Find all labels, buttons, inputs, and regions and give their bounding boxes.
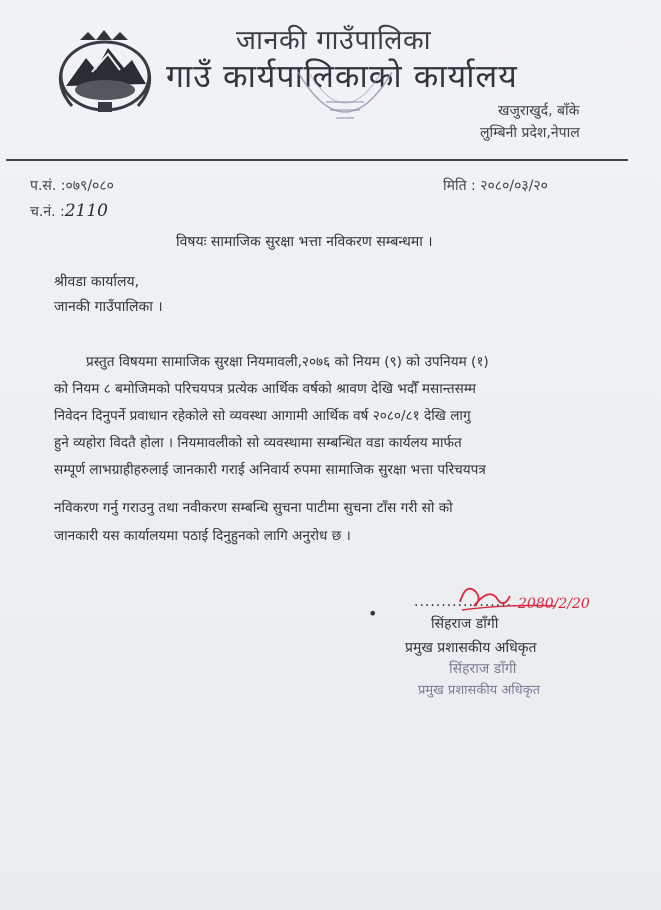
body-line-5: सम्पूर्ण लाभग्राहीहरुलाई जानकारी गराई अनिवार्य रुपमा सामाजिक सुरक्षा भत्ता परिचयपत्र	[54, 462, 486, 478]
header-divider	[6, 159, 628, 161]
letter-date	[443, 176, 548, 195]
recipient-line-1: श्रीवडा कार्यालय,	[54, 274, 140, 290]
date-label: मिति :	[443, 178, 476, 194]
reference-number	[30, 176, 114, 195]
body-line-2: को नियम ८ बमोजिमको परिचयपत्र प्रत्येक आर्थिक वर्षको श्रावण देखि भदौँ मसान्तसम्म	[54, 381, 477, 397]
stamp-title: प्रमुख प्रशासकीय अधिकृत	[418, 683, 541, 698]
body-line-7: जानकारी यस कार्यालयमा पठाई दिनुहुनको लागि अनुरोध छ ।	[54, 528, 351, 544]
nepal-emblem-icon	[52, 28, 158, 116]
reference-value: ०७९/०८०	[65, 178, 114, 194]
org-name: जानकी गाउँपालिका	[236, 25, 432, 56]
reference-label: प.सं. :	[30, 178, 66, 194]
signatory-title: प्रमुख प्रशासकीय अधिकृत	[405, 640, 537, 656]
address-line-2: लुम्बिनी प्रदेश,नेपाल	[480, 125, 580, 141]
office-name: गाउँ कार्यपालिकाको कार्यालय	[166, 57, 518, 95]
body-line-6: नविकरण गर्नु गराउनु तथा नवीकरण सम्बन्धि सुचना पाटीमा सुचना टाँस गरी सो को	[54, 500, 453, 516]
date-value: २०८०/०३/२०	[480, 178, 548, 194]
body-line-4: हुने व्यहोरा विदतै होला । नियमावलीको सो व्यवस्थामा सम्बन्धित वडा कार्यलय मार्फत	[54, 435, 462, 451]
signature-date: 2080/2/20	[518, 596, 590, 612]
dispatch-number	[30, 201, 108, 221]
recipient-line-2: जानकी गाउँपालिका ।	[54, 299, 163, 315]
signature-dots: ..................	[414, 594, 513, 610]
office-seal-icon	[290, 62, 400, 144]
dispatch-value: 2110	[64, 201, 108, 221]
signatory-name: सिंहराज डाँगी	[431, 616, 499, 632]
body-line-1: प्रस्तुत विषयमा सामाजिक सुरक्षा नियमावली,२०७६ को नियम (९) को उपनियम (१)	[86, 354, 489, 370]
stamp-name: सिंहराज डाँगी	[449, 661, 517, 677]
address-line-1: खजुराखुर्द, बाँके	[498, 103, 580, 119]
letter-subject: विषयः सामाजिक सुरक्षा भत्ता नविकरण सम्बन्धमा ।	[176, 234, 433, 250]
stray-dot: •	[368, 604, 378, 623]
dispatch-label: च.नं. :	[30, 204, 65, 220]
body-line-3: निवेदन दिनुपर्ने प्रवाधान रहेकोले सो व्यवस्था आगामी आर्थिक वर्ष २०८०/८१ देखि लागु	[54, 408, 471, 424]
